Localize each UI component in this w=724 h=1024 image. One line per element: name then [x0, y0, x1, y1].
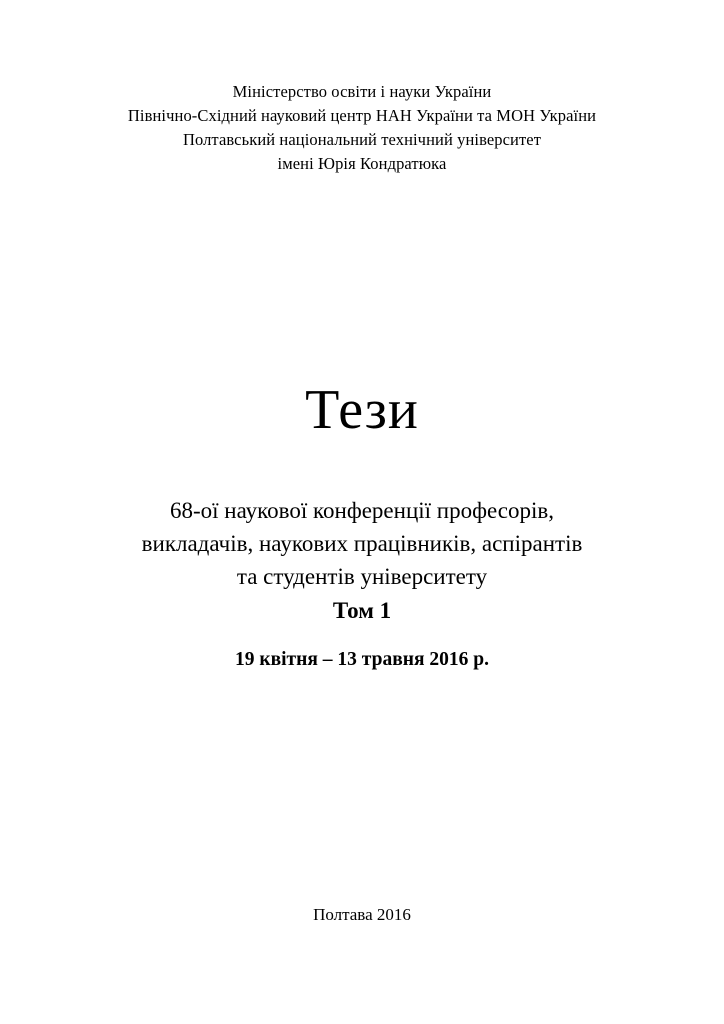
header-line-university-name: імені Юрія Кондратюка	[277, 154, 447, 173]
subtitle-line-2: викладачів, наукових працівників, аспірантів	[141, 531, 583, 556]
institution-header	[0, 80, 724, 176]
page-title: Тези	[305, 379, 419, 441]
header-line-ministry: Міністерство освіти і науки України	[232, 82, 492, 101]
conference-dates: 19 квітня – 13 травня 2016 р.	[235, 649, 489, 670]
imprint-footer: Полтава 2016	[313, 905, 411, 924]
volume-label: Том 1	[332, 598, 392, 623]
header-line-university: Полтавський національний технічний університет	[182, 130, 542, 149]
conference-subtitle	[0, 494, 724, 627]
subtitle-line-3: та студентів університету	[236, 564, 488, 589]
subtitle-line-1: 68-ої наукової конференції професорів,	[170, 498, 554, 523]
header-line-science-center: Північно-Східний науковий центр НАН України та МОН України	[127, 106, 597, 125]
